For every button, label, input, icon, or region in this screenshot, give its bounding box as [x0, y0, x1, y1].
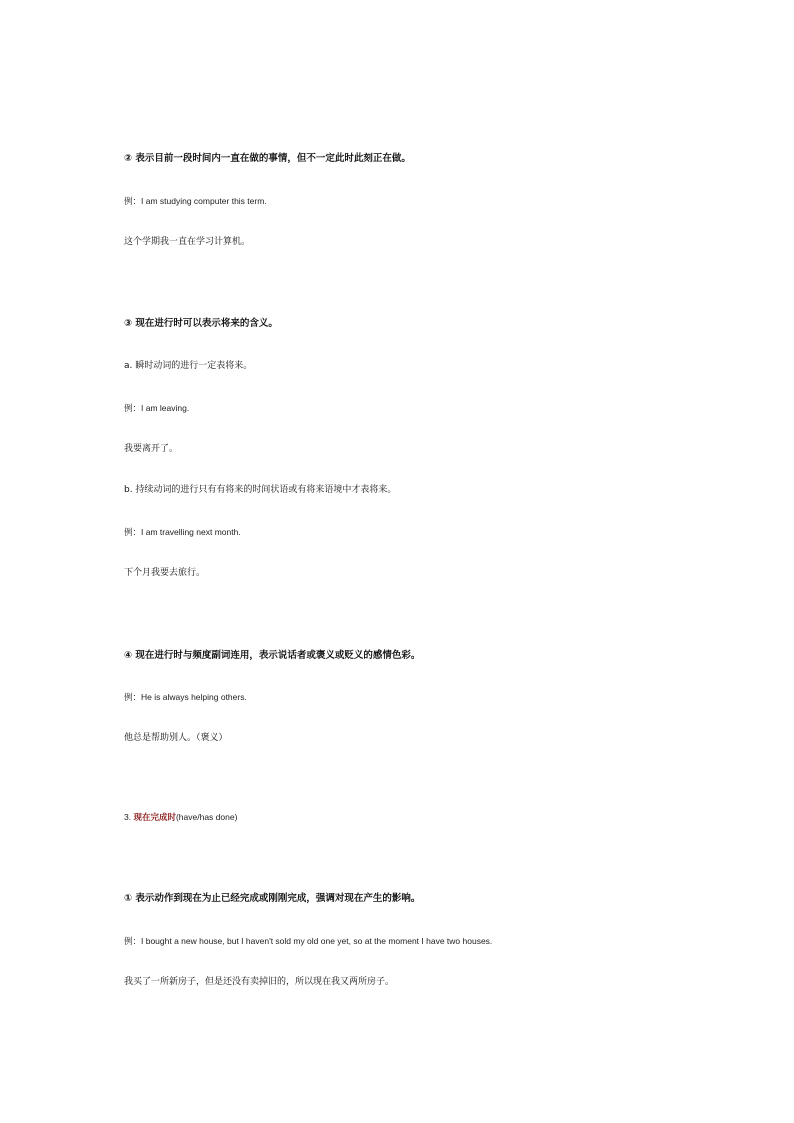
translation-sentence: 我要离开了。	[124, 444, 179, 454]
point-1-heading: ① 表示动作到现在为止已经完成或刚刚完成，强调对现在产生的影响。	[124, 893, 421, 904]
point-4-heading: ④ 现在进行时与频度副词连用，表示说话者或褒义或贬义的感情色彩。	[124, 650, 421, 661]
example-sentence: 例：I am studying computer this term.	[124, 196, 267, 206]
example-sentence: 例：I am leaving.	[124, 403, 190, 413]
translation-sentence: 下个月我要去旅行。	[124, 568, 206, 578]
subpoint-b: b. 持续动词的进行只有有将来的时间状语或有将来语境中才表将来。	[124, 485, 397, 495]
section-number: 3.	[124, 812, 134, 822]
point-3-heading: ③ 现在进行时可以表示将来的含义。	[124, 318, 278, 329]
section-title-highlight: 现在完成时	[133, 812, 176, 822]
point-2-heading: ② 表示目前一段时间内一直在做的事情，但不一定此时此刻正在做。	[124, 153, 411, 164]
example-sentence: 例：He is always helping others.	[124, 692, 247, 702]
section-title-formula: (have/has done)	[175, 812, 238, 822]
translation-sentence: 这个学期我一直在学习计算机。	[124, 237, 251, 247]
translation-sentence: 我买了一所新房子，但是还没有卖掉旧的，所以现在我又两所房子。	[124, 977, 395, 987]
example-sentence: 例：I am travelling next month.	[124, 527, 241, 537]
example-sentence: 例：I bought a new house, but I haven't sold my old one yet, so at the moment I have two houses.	[124, 936, 493, 946]
subpoint-a: a. 瞬时动词的进行一定表将来。	[124, 361, 253, 371]
translation-sentence: 他总是帮助别人。（褒义）	[124, 733, 228, 743]
section-3-title	[124, 811, 237, 823]
